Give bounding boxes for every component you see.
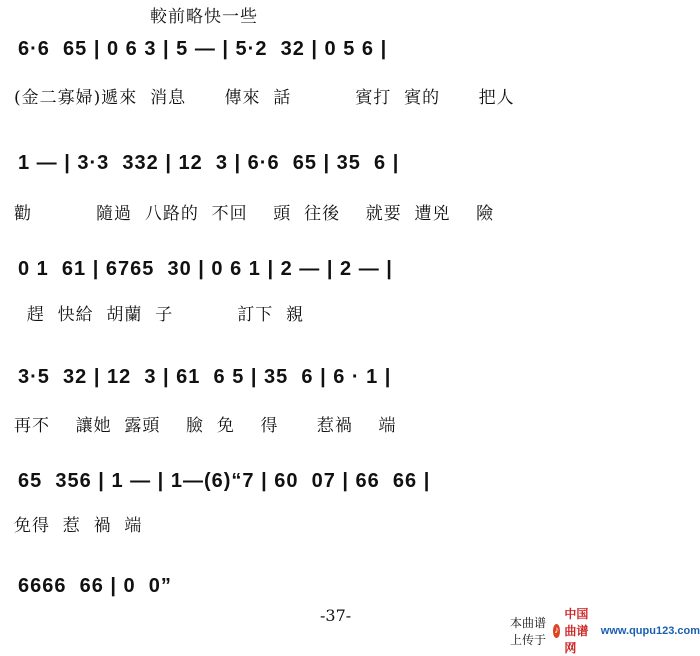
notation-line-5: 65 356 | 1 — | 1—(6)“7 | 60 07 | 66 66 | — [18, 470, 431, 492]
lyrics-line-5: 免得 惹 禍 端 — [14, 516, 143, 536]
page-number: -37- — [320, 606, 352, 625]
footer-credit — [510, 605, 700, 656]
site-name: 中国曲谱网 — [564, 607, 589, 655]
lyrics-line-2: 勸 隨過 八路的 不回 頭 往後 就要 遭兇 險 — [14, 204, 495, 224]
notation-line-2: 1 — | 3·3 332 | 12 3 | 6·6 65 | 35 6 | — [18, 152, 400, 174]
notation-line-1: 6·6 65 | 0 6 3 | 5 — | 5·2 32 | 0 5 6 | — [18, 38, 388, 60]
notation-line-3: 0 1 61 | 6765 30 | 0 6 1 | 2 — | 2 — | — [18, 258, 393, 280]
lyrics-line-1: (金二寡婦)遞來 消息 傳來 話 賓打 賓的 把人 — [14, 88, 515, 108]
logo-icon: ♪ — [554, 624, 560, 636]
upload-note: 本曲谱上传于 — [510, 615, 547, 647]
lyrics-line-4: 再不 讓她 露頭 臉 免 得 惹禍 端 — [14, 416, 397, 436]
lyrics-line-3: 趕 快給 胡蘭 子 訂下 親 — [14, 305, 305, 325]
site-url: www.qupu123.com — [600, 624, 700, 637]
notation-line-4: 3·5 32 | 12 3 | 61 6 5 | 35 6 | 6 · 1 | — [18, 366, 392, 388]
notation-line-6: 6666 66 | 0 0” — [18, 575, 172, 597]
tempo-marking: 較前略快一些 — [150, 7, 258, 27]
